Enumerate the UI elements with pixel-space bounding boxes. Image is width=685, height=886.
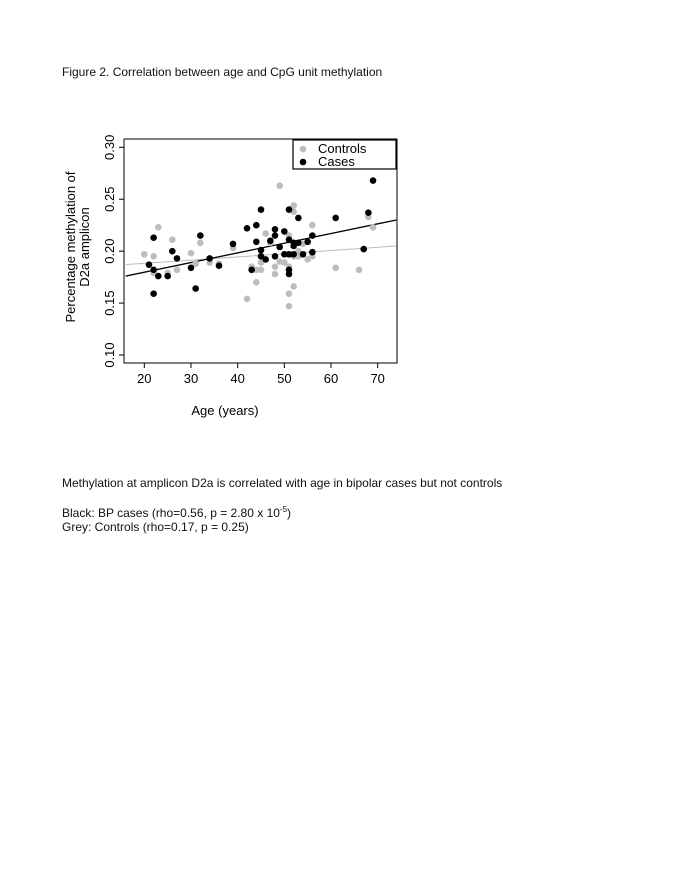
cases-point (258, 206, 265, 213)
cases-stats-close: ) (287, 506, 292, 520)
cases-point (248, 267, 255, 274)
x-tick-label: 50 (277, 371, 292, 386)
x-tick-label: 60 (323, 371, 339, 386)
cases-point (286, 271, 293, 278)
y-tick-label: 0.10 (102, 342, 117, 368)
cases-point (295, 215, 302, 222)
controls-point (169, 236, 176, 243)
controls-point (332, 264, 339, 271)
cases-point (164, 273, 171, 280)
cases-point (150, 290, 157, 297)
controls-point (258, 267, 265, 274)
cases-stats-text: Black: BP cases (rho=0.56, p = 2.80 x 10 (62, 506, 280, 520)
legend-controls-marker (300, 146, 307, 153)
cases-point (272, 226, 279, 233)
y-axis-label-line2: D2a amplicon (77, 207, 92, 287)
cases-point (267, 237, 274, 244)
cases-point (188, 264, 195, 271)
controls-point (141, 251, 148, 258)
controls-point (290, 283, 297, 290)
cases-point (253, 239, 260, 246)
cases-point (272, 253, 279, 260)
cases-point (276, 244, 283, 251)
controls-stats: Grey: Controls (rho=0.17, p = 0.25) (62, 520, 249, 534)
cases-stats-exponent: -5 (279, 505, 288, 514)
controls-point (155, 224, 162, 231)
cases-point (304, 239, 311, 246)
figure-title: Figure 2. Correlation between age and CpG unit methylation (62, 65, 383, 79)
cases-point (230, 241, 237, 248)
y-tick-label: 0.15 (102, 290, 117, 316)
controls-point (150, 253, 157, 260)
cases-point (281, 228, 288, 235)
cases-point (309, 249, 316, 256)
controls-point (370, 224, 377, 231)
cases-stats (62, 505, 291, 520)
controls-point (174, 267, 181, 274)
controls-point (286, 303, 293, 310)
legend-cases-marker (300, 159, 307, 166)
controls-point (197, 240, 204, 247)
cases-point (150, 234, 157, 241)
cases-point (258, 247, 265, 254)
cases-point (300, 251, 307, 258)
summary-text: Methylation at amplicon D2a is correlated with age in bipolar cases but not controls (62, 476, 503, 490)
cases-point (169, 248, 176, 255)
x-tick-label: 40 (230, 371, 245, 386)
controls-point (356, 267, 363, 274)
controls-point (272, 263, 279, 270)
scatter-chart (60, 130, 405, 420)
cases-point (253, 222, 260, 229)
cases-point (370, 177, 377, 184)
y-tick-label: 0.20 (102, 238, 117, 264)
cases-point (216, 262, 223, 269)
controls-point (286, 290, 293, 297)
x-tick-label: 70 (370, 371, 385, 386)
cases-point (365, 209, 372, 216)
controls-point (272, 271, 279, 278)
cases-point (360, 246, 367, 253)
controls-point (262, 230, 269, 237)
cases-point (290, 251, 297, 258)
cases-point (332, 215, 339, 222)
cases-point (309, 232, 316, 239)
cases-point (192, 285, 199, 292)
cases-point (262, 256, 269, 263)
cases-point (244, 225, 251, 232)
cases-point (174, 255, 181, 262)
cases-point (286, 206, 293, 213)
cases-point (150, 267, 157, 274)
cases-point (197, 232, 204, 239)
legend (293, 140, 396, 169)
x-tick-label: 20 (137, 371, 152, 386)
legend-controls-label: Controls (318, 141, 367, 156)
y-axis-label-line1: Percentage methylation of (63, 171, 78, 323)
y-tick-label: 0.25 (102, 186, 117, 212)
cases-point (206, 255, 213, 262)
controls-point (244, 296, 251, 303)
legend-cases-label: Cases (318, 154, 355, 169)
x-tick-label: 30 (183, 371, 199, 386)
controls-point (188, 250, 195, 257)
cases-point (155, 273, 162, 280)
controls-point (309, 222, 316, 229)
controls-point (276, 182, 283, 189)
y-tick-label: 0.30 (102, 134, 117, 160)
cases-point (295, 240, 302, 247)
controls-point (253, 279, 260, 286)
cases-point (272, 232, 279, 239)
cases-point (146, 261, 153, 268)
x-axis-label: Age (years) (191, 403, 259, 418)
